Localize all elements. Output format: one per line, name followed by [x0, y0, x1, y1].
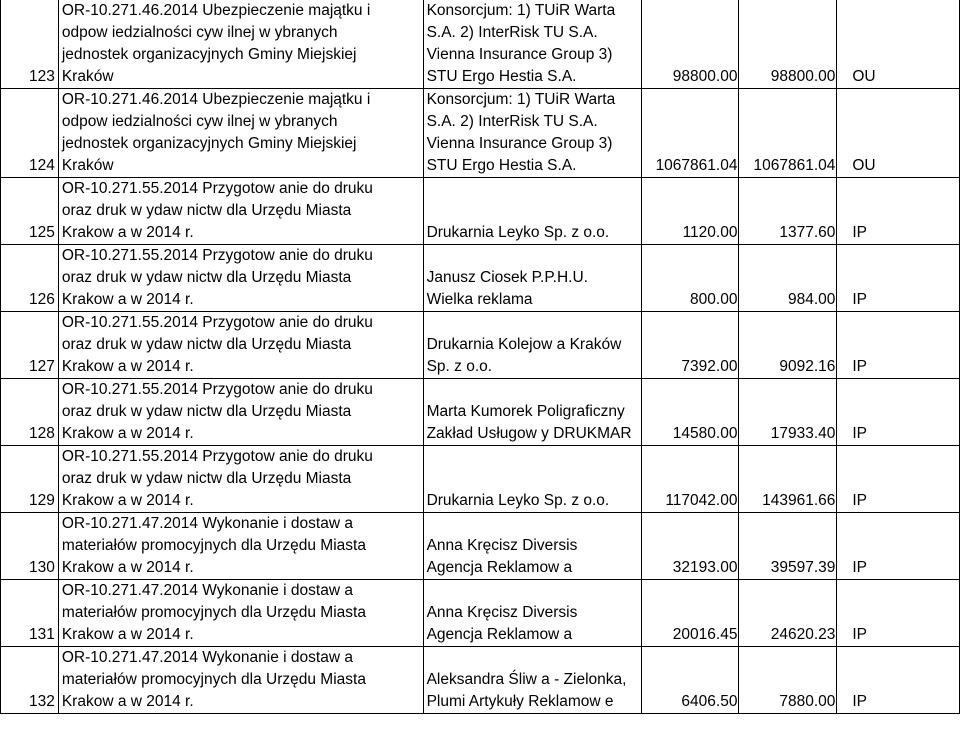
cell-text: 1120.00	[682, 224, 738, 241]
gross-amount-cell[interactable]	[739, 0, 837, 89]
cell-line: Plumi Artykuły Reklamow e	[426, 693, 614, 710]
net-amount-cell[interactable]	[641, 178, 739, 245]
description-cell[interactable]	[58, 647, 423, 714]
row-number-cell[interactable]	[1, 379, 59, 446]
cell-text: IP	[852, 425, 868, 442]
cell-line: STU Ergo Hestia S.A.	[426, 68, 577, 85]
cell-text: 143961.66	[762, 492, 836, 509]
cell-line: Sp. z o.o.	[426, 358, 493, 375]
cell-text: 129	[28, 492, 55, 509]
cell-text: IP	[852, 358, 868, 375]
cell-line: Krakow a w 2014 r.	[61, 224, 194, 241]
cell-text: 128	[28, 425, 55, 442]
cell-line: Agencja Reklamow a	[426, 626, 573, 643]
cell-line: jednostek organizacyjnych Gminy Miejskiej	[61, 135, 357, 152]
cell-line: Anna Kręcisz Diversis	[426, 537, 578, 554]
procedure-mode-cell[interactable]	[837, 513, 960, 580]
cell-text: 117042.00	[665, 492, 738, 509]
gross-amount-cell[interactable]	[739, 379, 837, 446]
cell-text: 126	[28, 291, 55, 308]
cell-text: 39597.39	[770, 559, 836, 576]
cell-line: OR-10.271.47.2014 Wykonanie i dostaw a	[61, 582, 353, 599]
row-number-cell[interactable]	[1, 580, 59, 647]
cell-line: Aleksandra Śliw a - Zielonka,	[426, 671, 627, 688]
cell-line: Drukarnia Leyko Sp. z o.o.	[426, 224, 610, 241]
contractor-cell[interactable]	[423, 580, 641, 647]
gross-amount-cell[interactable]	[739, 312, 837, 379]
contractor-cell[interactable]	[423, 89, 641, 178]
contractor-cell[interactable]	[423, 379, 641, 446]
cell-line: OR-10.271.55.2014 Przygotow anie do druku	[61, 180, 373, 197]
procedure-mode-cell[interactable]	[837, 0, 960, 89]
table-row[interactable]	[1, 446, 960, 513]
net-amount-cell[interactable]	[641, 647, 739, 714]
cell-text: 800.00	[690, 291, 738, 308]
cell-line: Krakow a w 2014 r.	[61, 559, 194, 576]
cell-line: S.A. 2) InterRisk TU S.A.	[426, 24, 598, 41]
cell-line: Vienna Insurance Group 3)	[426, 135, 613, 152]
cell-text: 131	[28, 626, 55, 643]
cell-text: 32193.00	[672, 559, 738, 576]
table-row[interactable]	[1, 312, 960, 379]
cell-line: Krakow a w 2014 r.	[61, 626, 194, 643]
table-body	[1, 0, 960, 714]
cell-text: 132	[28, 693, 55, 710]
cell-text: IP	[852, 291, 868, 308]
cell-line: Janusz Ciosek P.P.H.U.	[426, 269, 588, 286]
cell-text: 7880.00	[779, 693, 836, 710]
description-cell[interactable]	[58, 178, 423, 245]
procedure-mode-cell[interactable]	[837, 379, 960, 446]
description-cell[interactable]	[58, 446, 423, 513]
row-number-cell[interactable]	[1, 446, 59, 513]
cell-text: 98800.00	[672, 68, 738, 85]
cell-text: 17933.40	[770, 425, 836, 442]
row-number-cell[interactable]	[1, 513, 59, 580]
gross-amount-cell[interactable]	[739, 446, 837, 513]
cell-line: OR-10.271.47.2014 Wykonanie i dostaw a	[61, 649, 353, 666]
cell-line: Konsorcjum: 1) TUiR Warta	[426, 2, 616, 19]
cell-text: IP	[852, 626, 868, 643]
row-number-cell[interactable]	[1, 0, 59, 89]
cell-line: OR-10.271.55.2014 Przygotow anie do druku	[61, 448, 373, 465]
net-amount-cell[interactable]	[641, 580, 739, 647]
table-row[interactable]	[1, 0, 960, 89]
net-amount-cell[interactable]	[641, 89, 739, 178]
gross-amount-cell[interactable]	[739, 178, 837, 245]
net-amount-cell[interactable]	[641, 312, 739, 379]
gross-amount-cell[interactable]	[739, 647, 837, 714]
cell-text: 24620.23	[770, 626, 836, 643]
cell-line: Agencja Reklamow a	[426, 559, 573, 576]
cell-line: Drukarnia Leyko Sp. z o.o.	[426, 492, 610, 509]
cell-text: 130	[28, 559, 55, 576]
cell-text: IP	[852, 224, 868, 241]
net-amount-cell[interactable]	[641, 379, 739, 446]
net-amount-cell[interactable]	[641, 446, 739, 513]
procedure-mode-cell[interactable]	[837, 446, 960, 513]
cell-line: jednostek organizacyjnych Gminy Miejskiej	[61, 46, 357, 63]
cell-text: 9092.16	[779, 358, 836, 375]
cell-line: OR-10.271.55.2014 Przygotow anie do druku	[61, 381, 373, 398]
cell-text: OU	[852, 68, 876, 85]
description-cell[interactable]	[58, 312, 423, 379]
gross-amount-cell[interactable]	[739, 89, 837, 178]
contractor-cell[interactable]	[423, 446, 641, 513]
table-row[interactable]	[1, 379, 960, 446]
description-cell[interactable]	[58, 379, 423, 446]
cell-text: 127	[28, 358, 55, 375]
cell-line: OR-10.271.46.2014 Ubezpieczenie majątku i	[61, 91, 371, 108]
cell-text: 1377.60	[779, 224, 836, 241]
procedure-mode-cell[interactable]	[837, 647, 960, 714]
procedure-mode-cell[interactable]	[837, 580, 960, 647]
cell-text: 984.00	[787, 291, 836, 308]
cell-line: Krakow a w 2014 r.	[61, 358, 194, 375]
table-row[interactable]	[1, 513, 960, 580]
cell-line: oraz druk w ydaw nictw dla Urzędu Miasta	[61, 202, 352, 219]
gross-amount-cell[interactable]	[739, 245, 837, 312]
cell-line: OR-10.271.55.2014 Przygotow anie do druku	[61, 247, 373, 264]
table-row[interactable]	[1, 178, 960, 245]
row-number-cell[interactable]	[1, 647, 59, 714]
row-number-cell[interactable]	[1, 178, 59, 245]
cell-text: 14580.00	[672, 425, 738, 442]
description-cell[interactable]	[58, 513, 423, 580]
procedure-mode-cell[interactable]	[837, 245, 960, 312]
cell-line: oraz druk w ydaw nictw dla Urzędu Miasta	[61, 269, 352, 286]
cell-line: Anna Kręcisz Diversis	[426, 604, 578, 621]
description-cell[interactable]	[58, 245, 423, 312]
cell-line: Kraków	[61, 157, 114, 174]
cell-line: Kraków	[61, 68, 114, 85]
contractor-cell[interactable]	[423, 245, 641, 312]
contractor-cell[interactable]	[423, 647, 641, 714]
procedure-mode-cell[interactable]	[837, 89, 960, 178]
cell-text: 98800.00	[770, 68, 836, 85]
cell-text: 20016.45	[672, 626, 738, 643]
cell-line: STU Ergo Hestia S.A.	[426, 157, 577, 174]
net-amount-cell[interactable]	[641, 245, 739, 312]
row-number-cell[interactable]	[1, 312, 59, 379]
net-amount-cell[interactable]	[641, 513, 739, 580]
cell-line: Krakow a w 2014 r.	[61, 291, 194, 308]
cell-text: 123	[28, 68, 55, 85]
cell-text: IP	[852, 693, 868, 710]
cell-text: 125	[28, 224, 55, 241]
contractor-cell[interactable]	[423, 178, 641, 245]
cell-line: odpow iedzialności cyw ilnej w ybranych	[61, 113, 338, 130]
cell-line: odpow iedzialności cyw ilnej w ybranych	[61, 24, 338, 41]
cell-line: Konsorcjum: 1) TUiR Warta	[426, 91, 616, 108]
row-number-cell[interactable]	[1, 245, 59, 312]
description-cell[interactable]	[58, 89, 423, 178]
cell-text: OU	[852, 157, 876, 174]
cell-line: materiałów promocyjnych dla Urzędu Miasta	[61, 604, 366, 621]
gross-amount-cell[interactable]	[739, 580, 837, 647]
cell-text: 124	[28, 157, 55, 174]
cell-line: materiałów promocyjnych dla Urzędu Miasta	[61, 671, 366, 688]
contractor-cell[interactable]	[423, 312, 641, 379]
table-row[interactable]	[1, 580, 960, 647]
cell-line: Wielka reklama	[426, 291, 533, 308]
cell-text: 6406.50	[681, 693, 738, 710]
cell-line: Zakład Usługow y DRUKMAR	[426, 425, 632, 442]
cell-line: Krakow a w 2014 r.	[61, 492, 194, 509]
table-row[interactable]	[1, 245, 960, 312]
description-cell[interactable]	[58, 580, 423, 647]
cell-line: oraz druk w ydaw nictw dla Urzędu Miasta	[61, 403, 352, 420]
cell-line: Drukarnia Kolejow a Kraków	[426, 336, 622, 353]
net-amount-cell[interactable]	[641, 0, 739, 89]
contractor-cell[interactable]	[423, 513, 641, 580]
cell-text: IP	[852, 559, 868, 576]
cell-text: 7392.00	[681, 358, 738, 375]
cell-text: IP	[852, 492, 868, 509]
cell-line: oraz druk w ydaw nictw dla Urzędu Miasta	[61, 336, 352, 353]
gross-amount-cell[interactable]	[739, 513, 837, 580]
row-number-cell[interactable]	[1, 89, 59, 178]
cell-line: materiałów promocyjnych dla Urzędu Miasta	[61, 537, 366, 554]
table-row[interactable]	[1, 647, 960, 714]
table-row[interactable]	[1, 89, 960, 178]
cell-line: Marta Kumorek Poligraficzny	[426, 403, 625, 420]
cell-text: 1067861.04	[753, 157, 836, 174]
cell-line: OR-10.271.46.2014 Ubezpieczenie majątku i	[61, 2, 371, 19]
contractor-cell[interactable]	[423, 0, 641, 89]
description-cell[interactable]	[58, 0, 423, 89]
cell-line: Krakow a w 2014 r.	[61, 693, 194, 710]
cell-line: S.A. 2) InterRisk TU S.A.	[426, 113, 598, 130]
cell-line: Krakow a w 2014 r.	[61, 425, 194, 442]
cell-text: 1067861.04	[655, 157, 738, 174]
cell-line: OR-10.271.47.2014 Wykonanie i dostaw a	[61, 515, 353, 532]
cell-line: OR-10.271.55.2014 Przygotow anie do druku	[61, 314, 373, 331]
cell-line: oraz druk w ydaw nictw dla Urzędu Miasta	[61, 470, 352, 487]
procedure-mode-cell[interactable]	[837, 312, 960, 379]
cell-line: Vienna Insurance Group 3)	[426, 46, 613, 63]
procedure-mode-cell[interactable]	[837, 178, 960, 245]
